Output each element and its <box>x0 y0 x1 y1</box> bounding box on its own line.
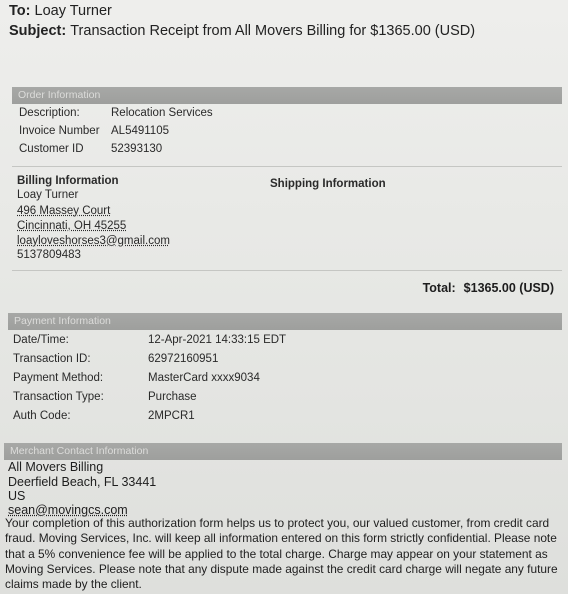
transaction-type-label: Transaction Type: <box>13 391 104 403</box>
email-to-line <box>9 3 112 19</box>
to-value: Loay Turner <box>34 3 112 19</box>
total-label: Total: <box>422 281 456 295</box>
transaction-type-value: Purchase <box>148 391 197 403</box>
payment-method-label: Payment Method: <box>13 372 104 384</box>
billing-street[interactable]: 496 Massey Court <box>17 205 111 217</box>
order-divider <box>12 166 562 167</box>
authorization-disclaimer: Your completion of this authorization form helps us to protect you, our valued customer, from credit card fraud. Moving Services, Inc. will keep all information entered on this form strictly confidential. Please note that a 5% convenience fee will be applied to the total charge. Charge may appear on your statement as Moving Services. Please note that any dispute made against the credit card charge will negate any future claims made by the client. <box>5 516 558 592</box>
total-value: $1365.00 (USD) <box>463 281 554 295</box>
total-line <box>423 281 554 295</box>
customer-id-label: Customer ID <box>19 143 84 155</box>
invoice-number-label: Invoice Number <box>19 125 100 137</box>
order-info-header: Order Information <box>12 87 562 104</box>
billing-divider <box>12 270 562 271</box>
billing-phone: 5137809483 <box>17 249 81 261</box>
merchant-name: All Movers Billing <box>8 460 104 474</box>
subject-value: Transaction Receipt from All Movers Billing for $1365.00 (USD) <box>70 23 476 39</box>
to-label: To: <box>9 3 31 19</box>
invoice-number-value: AL5491105 <box>111 125 169 137</box>
transaction-id-label: Transaction ID: <box>13 353 91 365</box>
merchant-info-header: Merchant Contact Information <box>4 443 562 460</box>
transaction-id-value: 62972160951 <box>148 353 219 365</box>
merchant-email-link[interactable]: sean@movingcs.com <box>8 503 128 517</box>
billing-email-link[interactable]: loayloveshorses3@gmail.com <box>17 235 170 247</box>
billing-name: Loay Turner <box>17 189 79 201</box>
description-label: Description: <box>19 107 80 119</box>
description-value: Relocation Services <box>111 107 213 119</box>
datetime-value: 12-Apr-2021 14:33:15 EDT <box>148 334 287 346</box>
auth-code-value: 2MPCR1 <box>148 410 195 422</box>
billing-city[interactable]: Cincinnati, OH 45255 <box>17 220 127 232</box>
payment-method-value: MasterCard xxxx9034 <box>148 372 260 384</box>
merchant-country: US <box>8 489 26 503</box>
auth-code-label: Auth Code: <box>13 410 71 422</box>
shipping-info-header: Shipping Information <box>270 178 386 190</box>
customer-id-value: 52393130 <box>111 143 163 155</box>
email-subject-line <box>9 23 475 39</box>
subject-label: Subject: <box>9 23 67 39</box>
datetime-label: Date/Time: <box>13 334 69 346</box>
billing-info-header: Billing Information <box>17 175 119 187</box>
payment-info-header: Payment Information <box>8 313 562 330</box>
merchant-city: Deerfield Beach, FL 33441 <box>8 475 157 489</box>
